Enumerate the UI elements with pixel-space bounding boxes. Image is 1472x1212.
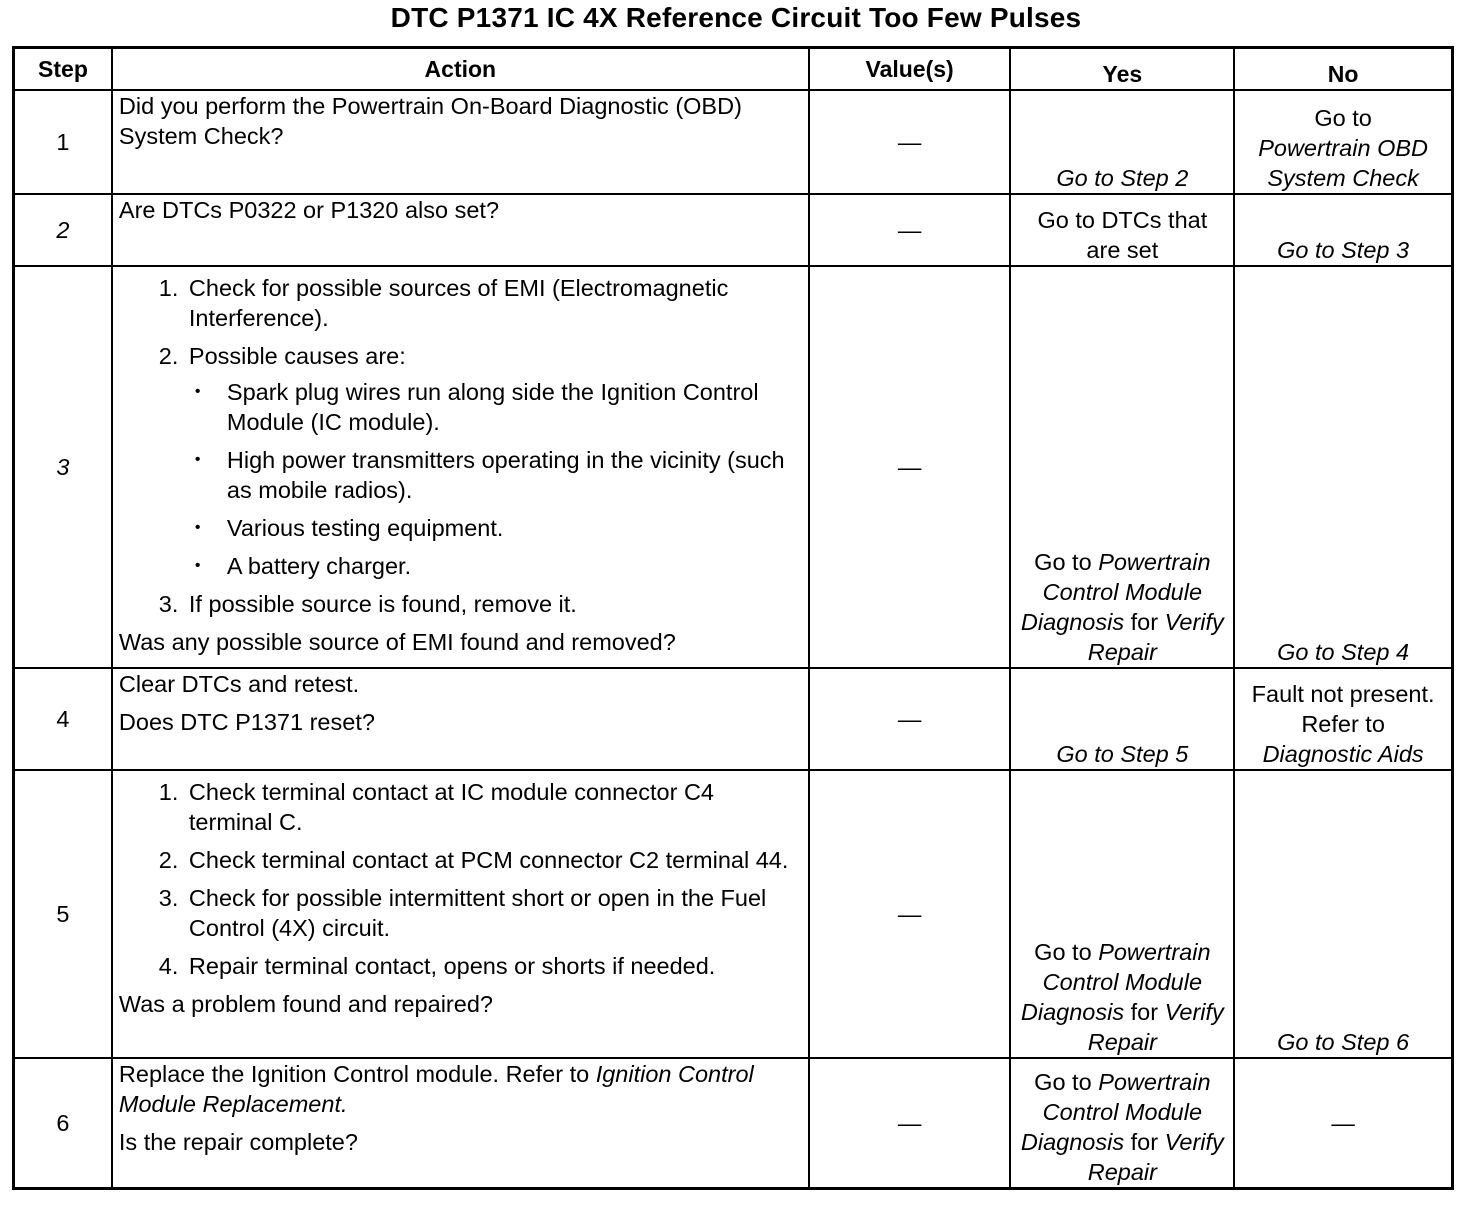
- cause-item: • Various testing equipment.: [223, 513, 802, 543]
- action-cell: [112, 770, 809, 1058]
- yes-link[interactable]: Powertrain Control Module Diagnosis: [1020, 549, 1211, 635]
- value-cell: —: [809, 668, 1011, 770]
- action-cell: [112, 668, 809, 770]
- table-row: [14, 1058, 1453, 1189]
- step-number: 5: [14, 770, 112, 1058]
- table-row: [14, 770, 1453, 1058]
- action-question: Was any possible source of EMI found and removed?: [118, 629, 676, 655]
- header-step: Step: [14, 48, 112, 91]
- yes-link[interactable]: Powertrain Control Module Diagnosis: [1020, 1069, 1211, 1155]
- yes-for: for: [1130, 1129, 1159, 1155]
- table-row: [14, 668, 1453, 770]
- yes-cell: [1010, 668, 1234, 770]
- action-text: Did you perform the Powertrain On-Board Diagnostic (OBD) System Check?: [118, 93, 742, 149]
- action-question: Was a problem found and repaired?: [118, 991, 493, 1017]
- header-no: No: [1234, 48, 1452, 91]
- action-question: Does DTC P1371 reset?: [118, 709, 375, 735]
- action-step-text: Possible causes are:: [188, 343, 406, 369]
- cause-item: • High power transmitters operating in the vicinity (such as mobile radios).: [223, 445, 802, 505]
- value-cell: —: [809, 1058, 1011, 1189]
- yes-link[interactable]: Go to Step 2: [1056, 165, 1189, 191]
- value-cell: —: [809, 266, 1011, 668]
- value-cell: —: [809, 770, 1011, 1058]
- table-row: [14, 194, 1453, 266]
- no-link[interactable]: Go to Step 4: [1277, 639, 1410, 665]
- yes-link[interactable]: Go to Step 5: [1056, 741, 1189, 767]
- step-number: 1: [14, 90, 112, 194]
- no-cell: —: [1234, 1058, 1452, 1189]
- action-question: Is the repair complete?: [118, 1129, 358, 1155]
- table-row: [14, 266, 1453, 668]
- yes-cell: [1010, 194, 1234, 266]
- step-number: 6: [14, 1058, 112, 1189]
- header-row: [14, 48, 1453, 91]
- action-cell: [112, 90, 809, 194]
- no-cell: [1234, 266, 1452, 668]
- header-yes: Yes: [1010, 48, 1234, 91]
- action-cell: [112, 266, 809, 668]
- yes-for: for: [1130, 609, 1159, 635]
- yes-prefix: Go to: [1034, 939, 1092, 965]
- yes-prefix: Go to: [1034, 549, 1092, 575]
- cause-item: • Spark plug wires run along side the Ignition Control Module (IC module).: [223, 377, 802, 437]
- action-text-plain: Replace the Ignition Control module. Refer to: [118, 1061, 590, 1087]
- yes-cell: [1010, 266, 1234, 668]
- yes-cell: [1010, 90, 1234, 194]
- cause-list: [189, 377, 802, 581]
- yes-link-verify[interactable]: Verify Repair: [1087, 1129, 1224, 1185]
- table-row: [14, 90, 1453, 194]
- action-step: 4. Repair terminal contact, opens or shorts if needed.: [185, 951, 802, 981]
- action-step: 1. Check for possible sources of EMI (Electromagnetic Interference).: [185, 273, 802, 333]
- no-link[interactable]: Go to Step 3: [1277, 237, 1410, 263]
- no-link[interactable]: Diagnostic Aids: [1262, 741, 1424, 767]
- yes-link[interactable]: Go to DTCs that are set: [1037, 207, 1208, 263]
- diagnostic-table: [12, 46, 1454, 1190]
- no-cell: [1234, 668, 1452, 770]
- action-step: 3. Check for possible intermittent short or open in the Fuel Control (4X) circuit.: [185, 883, 802, 943]
- no-cell: [1234, 770, 1452, 1058]
- cause-item: • A battery charger.: [223, 551, 802, 581]
- yes-link[interactable]: Powertrain Control Module Diagnosis: [1020, 939, 1211, 1025]
- yes-cell: [1010, 770, 1234, 1058]
- yes-for: for: [1130, 999, 1159, 1025]
- yes-link-verify[interactable]: Verify Repair: [1087, 999, 1224, 1055]
- action-step: 3. If possible source is found, remove it.: [185, 589, 802, 619]
- step-number: 4: [14, 668, 112, 770]
- action-step: [185, 341, 802, 581]
- action-text: Are DTCs P0322 or P1320 also set?: [118, 197, 500, 223]
- yes-prefix: Go to: [1034, 1069, 1092, 1095]
- action-step: 1. Check terminal contact at IC module connector C4 terminal C.: [185, 777, 802, 837]
- no-prefix: Go to: [1314, 105, 1372, 131]
- yes-cell: [1010, 1058, 1234, 1189]
- value-cell: —: [809, 194, 1011, 266]
- value-cell: —: [809, 90, 1011, 194]
- no-cell: [1234, 90, 1452, 194]
- no-cell: [1234, 194, 1452, 266]
- no-text: Fault not present. Refer to: [1251, 681, 1435, 737]
- page-title: DTC P1371 IC 4X Reference Circuit Too Few Pulses: [390, 2, 1082, 33]
- action-steps: [119, 777, 802, 981]
- action-reference-link[interactable]: Ignition Control Module Replacement.: [118, 1061, 754, 1117]
- header-action: Action: [112, 48, 809, 91]
- no-link[interactable]: Powertrain OBD System Check: [1258, 135, 1428, 191]
- action-steps: [119, 273, 802, 619]
- header-values: Value(s): [809, 48, 1011, 91]
- step-number: 3: [14, 266, 112, 668]
- no-link[interactable]: Go to Step 6: [1277, 1029, 1410, 1055]
- action-cell: [112, 1058, 809, 1189]
- action-text: Clear DTCs and retest.: [118, 671, 360, 697]
- step-number: 2: [14, 194, 112, 266]
- action-step: 2. Check terminal contact at PCM connector C2 terminal 44.: [185, 845, 802, 875]
- yes-link-verify[interactable]: Verify Repair: [1087, 609, 1224, 665]
- action-text: [119, 1059, 802, 1119]
- action-cell: [112, 194, 809, 266]
